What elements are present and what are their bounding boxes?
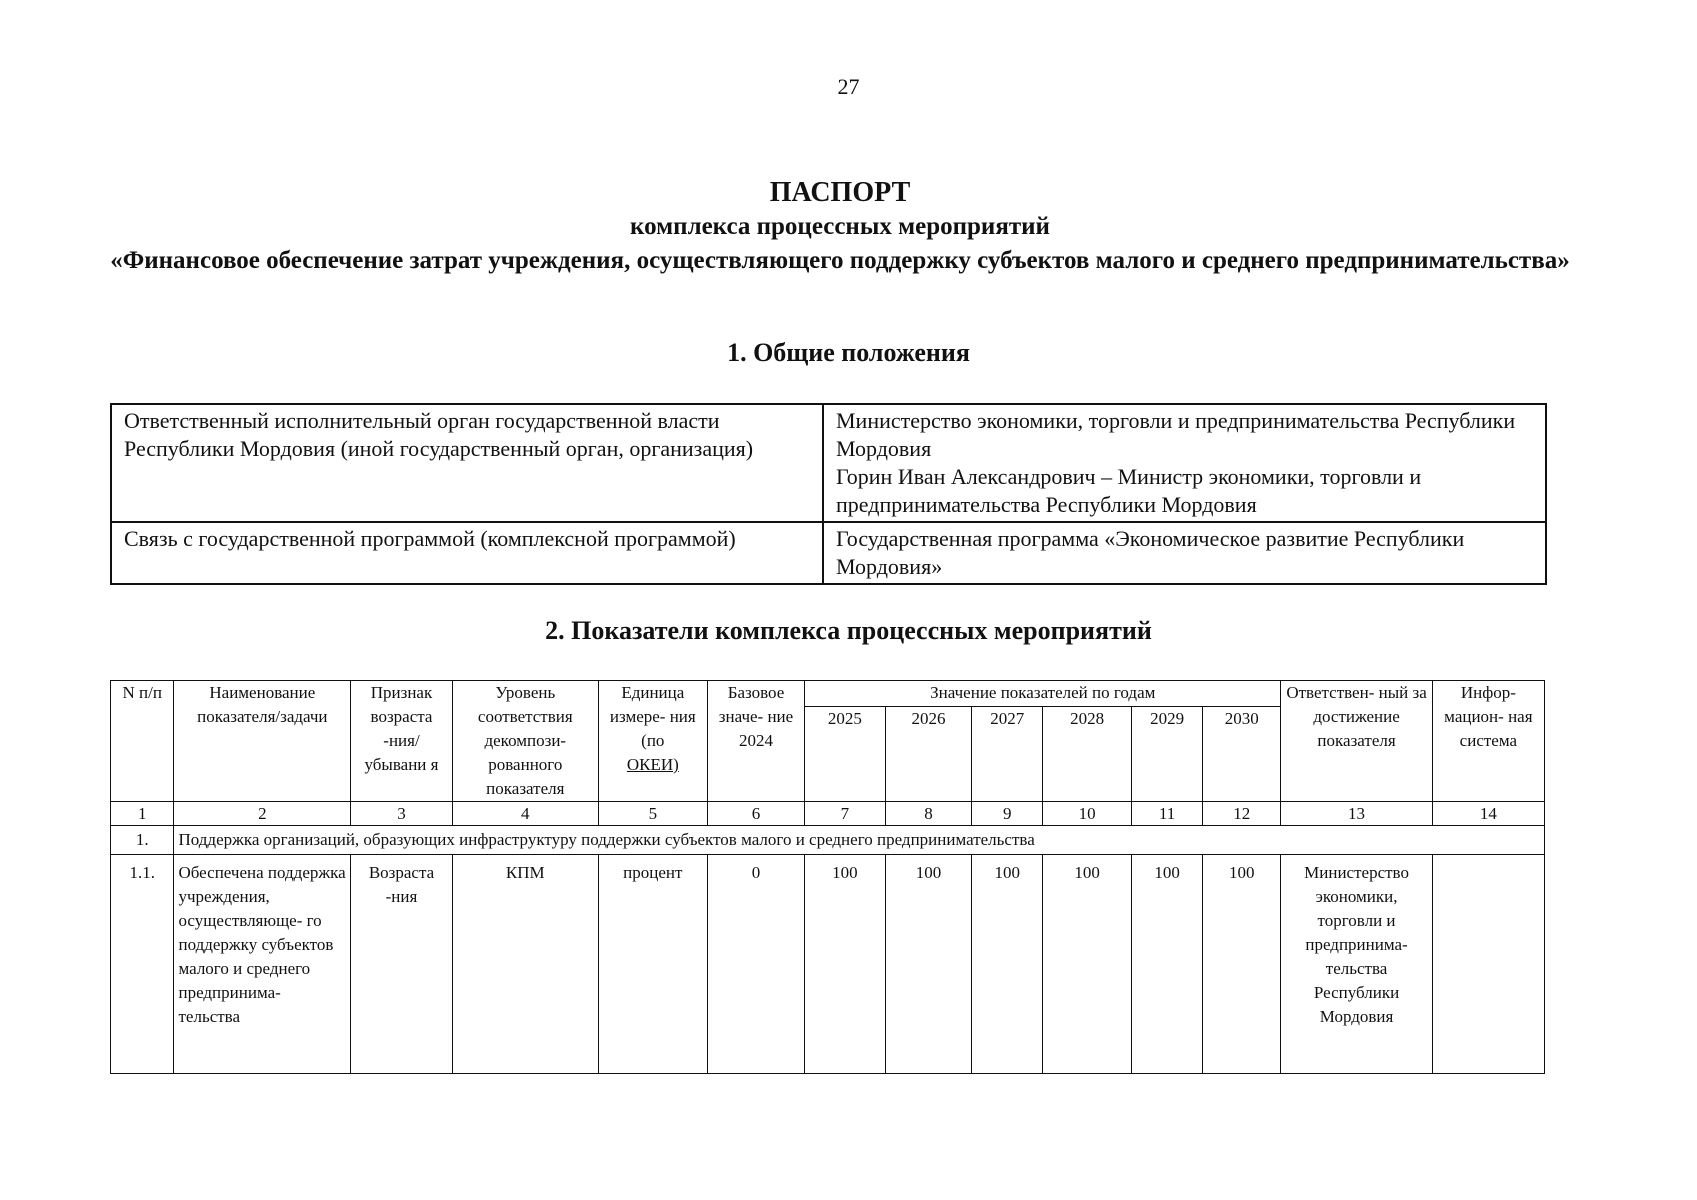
header-unit <box>598 681 707 802</box>
row-value-2028: 100 <box>1043 855 1132 1074</box>
header-base: Базовое значе- ние 2024 <box>707 681 804 802</box>
column-number: 4 <box>452 802 598 826</box>
column-number: 2 <box>174 802 351 826</box>
program-link-value <box>823 522 1546 584</box>
column-numbers-row <box>111 802 1545 826</box>
column-number: 5 <box>598 802 707 826</box>
document-title <box>110 176 1570 278</box>
title-program-name: «Финансовое обеспечение затрат учреждения, осуществляющего поддержку субъектов малого и среднего предпринимательства» <box>110 247 1570 274</box>
section-2-heading: 2. Показатели комплекса процессных мероприятий <box>545 616 1152 645</box>
row-responsible: Министерство экономики, торговли и предпринима- тельства Республики Мордовия <box>1281 855 1432 1074</box>
column-number: 11 <box>1132 802 1203 826</box>
section-1-heading: 1. Общие положения <box>727 338 970 367</box>
header-level: Уровень соответствия декомпози- рованного показателя <box>452 681 598 802</box>
column-number: 13 <box>1281 802 1432 826</box>
row-unit: процент <box>598 855 707 1074</box>
row-value-2026: 100 <box>885 855 972 1074</box>
header-year: 2030 <box>1203 707 1281 802</box>
title-passport: ПАСПОРТ <box>769 177 911 208</box>
column-number: 8 <box>885 802 972 826</box>
header-row <box>111 681 1545 707</box>
program-link-label: Связь с государственной программой (комплексной программой) <box>111 522 823 584</box>
row-value-2030: 100 <box>1203 855 1281 1074</box>
header-year: 2029 <box>1132 707 1203 802</box>
row-info-system <box>1432 855 1544 1074</box>
row-indicator-name: Обеспечена поддержка учреждения, осуществляюще- го поддержку субъектов малого и среднего предпринима- тельства <box>174 855 351 1074</box>
header-unit-okei: ОКЕИ) <box>626 755 679 774</box>
header-name: Наименование показателя/задачи <box>174 681 351 802</box>
row-level: КПМ <box>452 855 598 1074</box>
column-number: 14 <box>1432 802 1544 826</box>
value-line: Горин Иван Александрович – Министр экономики, торговли и предпринимательства Республики Мордовия <box>836 464 1422 517</box>
row-value-2027: 100 <box>972 855 1043 1074</box>
header-num: N п/п <box>111 681 174 802</box>
header-year: 2025 <box>805 707 885 802</box>
row-base-value: 0 <box>707 855 804 1074</box>
column-number: 9 <box>972 802 1043 826</box>
header-year: 2028 <box>1043 707 1132 802</box>
column-number: 6 <box>707 802 804 826</box>
column-number: 3 <box>351 802 453 826</box>
column-number: 1 <box>111 802 174 826</box>
header-year: 2027 <box>972 707 1043 802</box>
responsible-body-label: Ответственный исполнительный орган государственной власти Республики Мордовия (иной государственный орган, организация) <box>111 404 823 522</box>
header-sign: Признак возраста -ния/ убывани я <box>351 681 453 802</box>
row-sign: Возраста -ния <box>351 855 453 1074</box>
responsible-body-value <box>823 404 1546 522</box>
header-info-system: Инфор- мацион- ная система <box>1432 681 1544 802</box>
header-values-group: Значение показателей по годам <box>805 681 1281 707</box>
task-section-text: Поддержка организаций, образующих инфраструктуру поддержки субъектов малого и среднего предпринимательства <box>174 826 1545 855</box>
indicators-table <box>110 680 1545 1074</box>
header-responsible: Ответствен- ный за достижение показателя <box>1281 681 1432 802</box>
column-number: 12 <box>1203 802 1281 826</box>
header-year: 2026 <box>885 707 972 802</box>
title-subtitle: комплекса процессных мероприятий <box>630 213 1050 240</box>
value-line: Министерство экономики, торговли и предпринимательства Республики Мордовия <box>836 408 1516 461</box>
value-line: Государственная программа «Экономическое развитие Республики Мордовия» <box>836 526 1465 579</box>
row-value-2025: 100 <box>805 855 885 1074</box>
table-row <box>111 855 1545 1074</box>
task-section-row <box>111 826 1545 855</box>
row-value-2029: 100 <box>1132 855 1203 1074</box>
row-num: 1.1. <box>111 855 174 1074</box>
column-number: 10 <box>1043 802 1132 826</box>
general-provisions-table <box>110 403 1547 585</box>
table-row <box>111 404 1546 522</box>
table-row <box>111 522 1546 584</box>
column-number: 7 <box>805 802 885 826</box>
task-section-num: 1. <box>111 826 174 855</box>
page-number: 27 <box>837 74 860 99</box>
header-unit-main: Единица измере- ния (по <box>609 683 696 750</box>
